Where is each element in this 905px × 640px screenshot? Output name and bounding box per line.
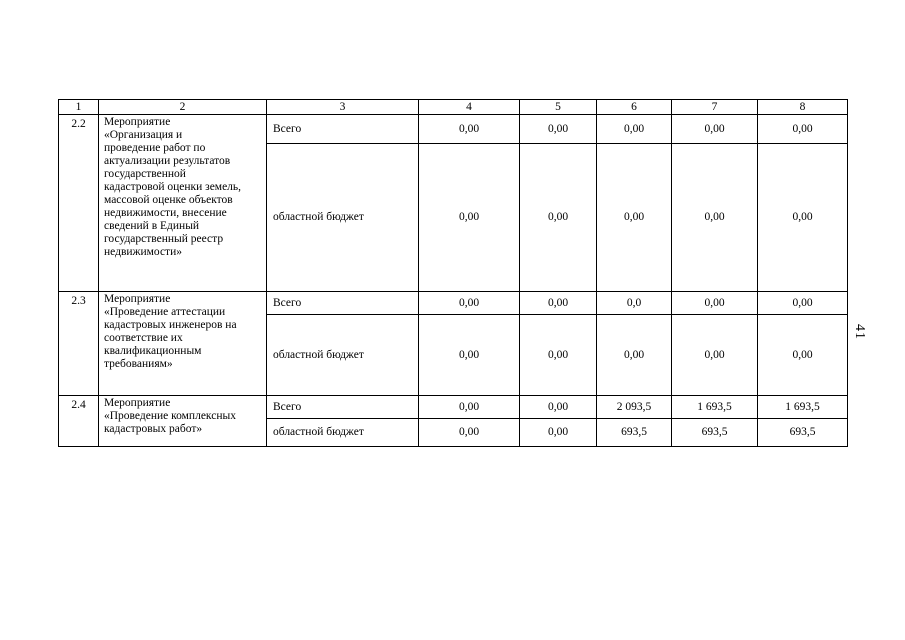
table-row [59, 115, 848, 144]
value-cell: 0,00 [758, 115, 848, 144]
item-name [99, 292, 267, 396]
column-number: 3 [267, 100, 419, 115]
value-cell: 0,00 [520, 315, 597, 396]
column-number: 4 [419, 100, 520, 115]
value-cell: 0,00 [520, 144, 597, 292]
funding-source: областной бюджет [267, 315, 419, 396]
item-number: 2.4 [59, 396, 99, 447]
column-number: 2 [99, 100, 267, 115]
value-cell: 0,00 [520, 115, 597, 144]
funding-source: Всего [267, 396, 419, 419]
column-number: 8 [758, 100, 848, 115]
value-cell: 0,00 [672, 315, 758, 396]
value-cell: 1 693,5 [758, 396, 848, 419]
value-cell: 693,5 [758, 419, 848, 447]
value-cell: 693,5 [597, 419, 672, 447]
item-number: 2.2 [59, 115, 99, 292]
value-cell: 0,00 [419, 115, 520, 144]
budget-table [58, 99, 848, 447]
table-row [59, 396, 848, 419]
value-cell: 0,00 [758, 315, 848, 396]
column-number: 6 [597, 100, 672, 115]
page-number: 41 [852, 324, 867, 340]
item-number: 2.3 [59, 292, 99, 396]
value-cell: 0,00 [419, 292, 520, 315]
value-cell: 0,00 [672, 144, 758, 292]
value-cell: 0,00 [597, 144, 672, 292]
column-number: 5 [520, 100, 597, 115]
value-cell: 0,0 [597, 292, 672, 315]
value-cell: 0,00 [758, 292, 848, 315]
value-cell: 1 693,5 [672, 396, 758, 419]
value-cell: 0,00 [672, 115, 758, 144]
item-name [99, 396, 267, 447]
item-name-text: Мероприятие «Организация и проведение работ по актуализации результатов государственной кадастровой оценки земель, массовой оценке объектов недвижимости, внесение сведений в Единый государственный реестр недвижимости» [104, 116, 242, 258]
value-cell: 0,00 [419, 396, 520, 419]
value-cell: 0,00 [597, 115, 672, 144]
column-number: 1 [59, 100, 99, 115]
funding-source: Всего [267, 115, 419, 144]
value-cell: 0,00 [672, 292, 758, 315]
funding-source: областной бюджет [267, 144, 419, 292]
item-name [99, 115, 267, 292]
value-cell: 2 093,5 [597, 396, 672, 419]
funding-source: Всего [267, 292, 419, 315]
value-cell: 0,00 [419, 419, 520, 447]
value-cell: 0,00 [419, 144, 520, 292]
value-cell: 0,00 [597, 315, 672, 396]
table-row [59, 292, 848, 315]
funding-source: областной бюджет [267, 419, 419, 447]
table-header-row [59, 100, 848, 115]
value-cell: 0,00 [419, 315, 520, 396]
value-cell: 0,00 [520, 419, 597, 447]
value-cell: 0,00 [758, 144, 848, 292]
column-number: 7 [672, 100, 758, 115]
value-cell: 0,00 [520, 396, 597, 419]
value-cell: 0,00 [520, 292, 597, 315]
item-name-text: Мероприятие «Проведение комплексных кадастровых работ» [104, 397, 236, 435]
item-name-text: Мероприятие «Проведение аттестации кадастровых инженеров на соответствие их квалификационным требованиям» [104, 293, 237, 370]
value-cell: 693,5 [672, 419, 758, 447]
